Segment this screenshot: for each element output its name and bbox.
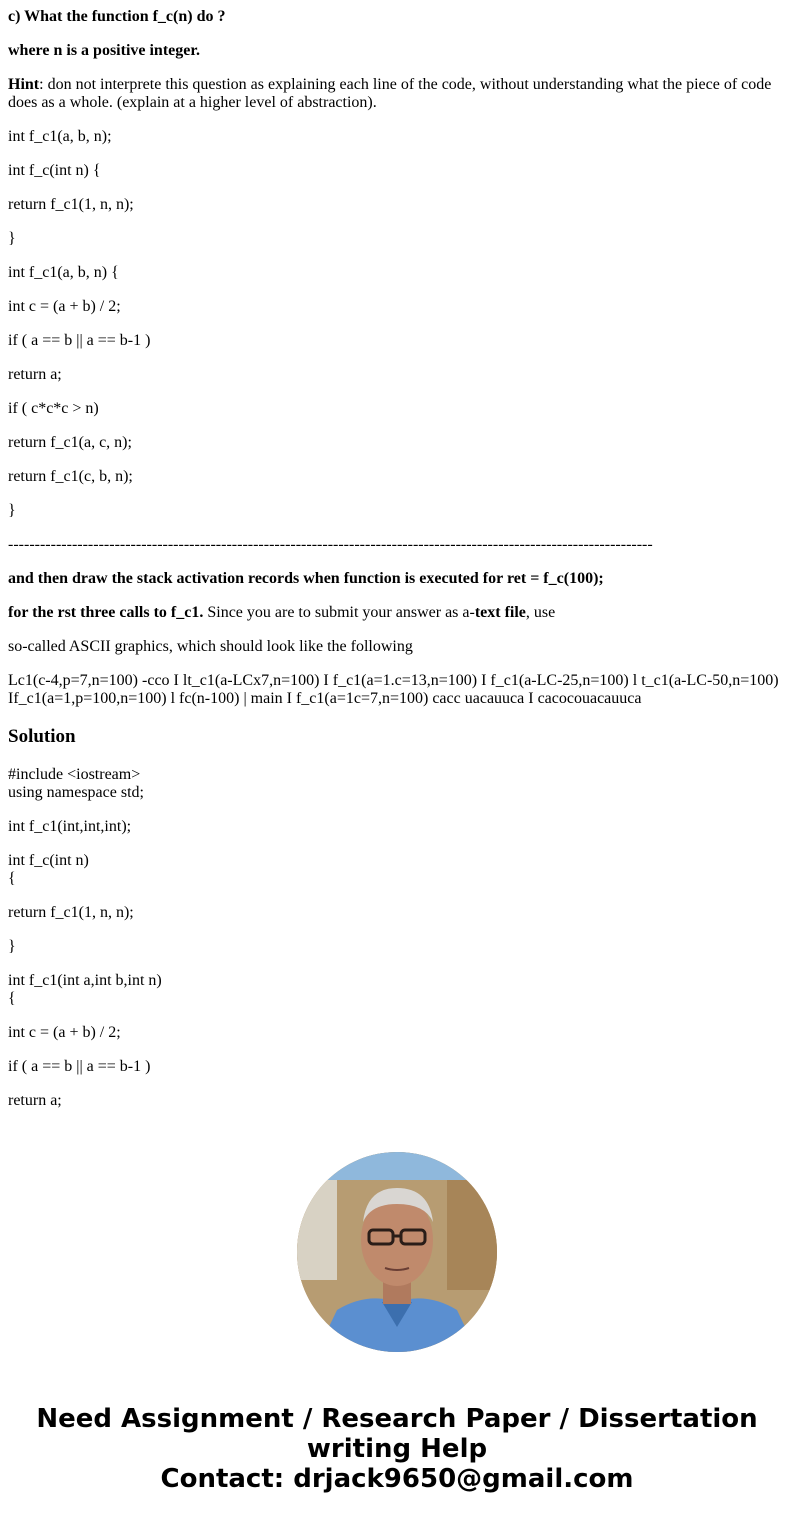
solution-block: return a; (8, 1092, 62, 1109)
promo-line-2: writing Help (306, 1434, 488, 1464)
question-subtitle: where n is a positive integer. (8, 42, 200, 59)
code-line: } (8, 502, 16, 519)
solution-heading: Solution (8, 726, 76, 747)
code-line: return f_c1(a, c, n); (8, 434, 132, 451)
solution-block: int f_c1(int a,int b,int n) { (8, 972, 162, 1007)
promo-line-3: Contact: drjack9650@gmail.com (160, 1464, 634, 1494)
solution-block: return f_c1(1, n, n); (8, 904, 134, 921)
author-photo-icon (297, 1152, 497, 1352)
hint-label: Hint (8, 76, 40, 93)
code-line: return a; (8, 366, 62, 383)
code-line: int f_c(int n) { (8, 162, 101, 179)
code-line: int f_c1(a, b, n); (8, 128, 112, 145)
question-title: c) What the function f_c(n) do ? (8, 8, 226, 25)
solution-code (8, 766, 786, 1110)
question-code (8, 128, 786, 520)
code-line: return f_c1(1, n, n); (8, 196, 134, 213)
code-line: } (8, 230, 16, 247)
solution-block: int f_c1(int,int,int); (8, 818, 132, 835)
code-line: int c = (a + b) / 2; (8, 298, 121, 315)
garbled-ocr-text: Lc1(c-4,p=7,n=100) -cco I lt_c1(a-LCx7,n=100) I f_c1(a=1.c=13,n=100) I f_c1(a-LC-25,n=100) l t_c1(a-LC-50,n=100) If_c1(a=1,p=100,n=100) l fc(n-100) | main I f_c1(a=1c=7,n=100) cacc uacauuca I cacocouacauuca (8, 672, 779, 707)
separator-line: ------------------------------------------------------------------------------------------------------------------------- (8, 536, 653, 553)
code-line: if ( a == b || a == b-1 ) (8, 332, 151, 349)
solution-block: #include <iostream> using namespace std; (8, 766, 144, 801)
promo-banner (0, 1404, 794, 1494)
code-line: if ( c*c*c > n) (8, 400, 99, 417)
hint-text: : don not interprete this question as explaining each line of the code, without understanding what the piece of code does as a whole. (explain at a higher level of abstraction). (8, 76, 772, 111)
author-avatar (297, 1152, 497, 1352)
first-calls-instruction: for the rst three calls to f_c1. Since you are to submit your answer as a-text file, use (8, 604, 556, 621)
stack-instruction: and then draw the stack activation records when function is executed for ret = f_c(100); (8, 570, 604, 587)
solution-block: if ( a == b || a == b-1 ) (8, 1058, 151, 1075)
code-line: return f_c1(c, b, n); (8, 468, 133, 485)
solution-block: int f_c(int n) { (8, 852, 89, 887)
promo-line-1: Need Assignment / Research Paper / Dissertation (36, 1404, 758, 1434)
solution-block: int c = (a + b) / 2; (8, 1024, 121, 1041)
ascii-graphics-line: so-called ASCII graphics, which should look like the following (8, 638, 413, 655)
solution-block: } (8, 938, 16, 955)
code-line: int f_c1(a, b, n) { (8, 264, 119, 281)
author-section (0, 1152, 794, 1352)
hint-paragraph (8, 76, 786, 112)
